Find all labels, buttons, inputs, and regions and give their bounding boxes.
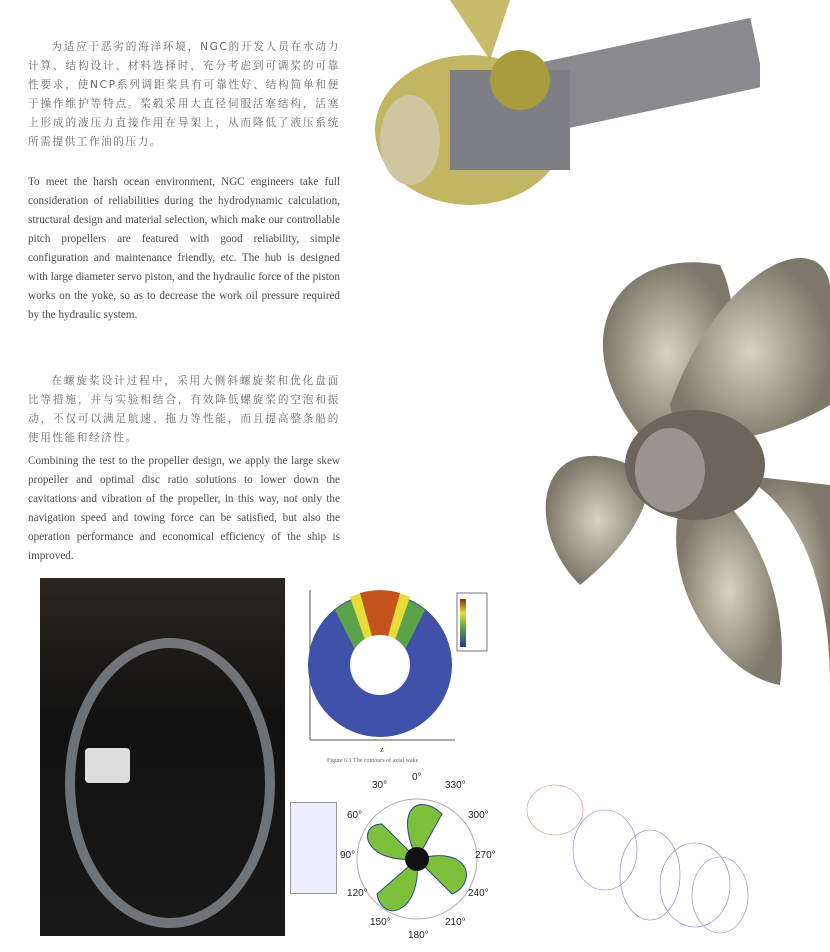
angle-label: 0° (412, 772, 422, 783)
chinese-paragraph-2: 在螺旋桨设计过程中，采用大侧斜螺旋桨和优化盘面比等措施，并与实验相结合，有效降低螺旋桨的空泡和振动，不仅可以满足航速、拖力等性能，而且提高整条船的使用性能和经济性。 (28, 375, 340, 444)
angle-label: 60° (347, 810, 363, 821)
angle-label: 300° (468, 810, 489, 821)
propeller-wireframe-image (520, 780, 760, 940)
propeller-hub-cutaway-image (360, 0, 760, 215)
angle-label: 120° (347, 888, 368, 899)
skew-propeller-image (520, 205, 830, 695)
angle-label: 210° (445, 917, 466, 928)
cavitation-legend (290, 802, 337, 894)
angle-label: 330° (445, 780, 466, 791)
angle-label: 90° (340, 850, 356, 861)
angle-label: 180° (408, 930, 429, 941)
wake-axis-x-label: z (380, 745, 384, 754)
cavitation-test-photo (40, 578, 285, 936)
polar-cavitation-chart (290, 772, 500, 947)
wake-figure-caption: Figure 6.1 The contours of axial wake (327, 758, 419, 764)
angle-label: 150° (370, 917, 391, 928)
chinese-paragraph-1: 为适应于恶劣的海洋环境，NGC的开发人员在水动力计算、结构设计、材料选择时，充分考虑到可调桨的可靠性要求，使NCP系列调距桨具有可靠性好、结构简单和便于操作维护等特点。桨毂采用大直径伺服活塞结构，活塞上形成的液压力直接作用在导架上，从而降低了液压系统所需提供工作油的压力。 (28, 41, 340, 148)
english-paragraph-1: To meet the harsh ocean environment, NGC engineers take full consideration of reliabilities during the hydrodynamic calculation, structural design and material selection, which make our controllable pitch propellers are featured with good reliability, simple configuration and maintenance friendly, etc. The hub is designed with large diameter servo piston, and the hydraulic force of the piston works on the yoke, so as to decrease the work oil pressure required by the hydraulic system. (28, 176, 340, 321)
english-paragraph-2: Combining the test to the propeller design, we apply the large skew propeller and optimal disc ratio solutions to lower down the cavitations and vibration of the propeller, in this way, not only the navigation speed and towing force can be satisfied, but also the operation performance and economical efficiency of the ship is improved. (28, 455, 340, 562)
angle-label: 270° (475, 850, 496, 861)
angle-label: 30° (372, 780, 388, 791)
axial-wake-contour-chart (295, 585, 490, 755)
angle-label: 240° (468, 888, 489, 899)
